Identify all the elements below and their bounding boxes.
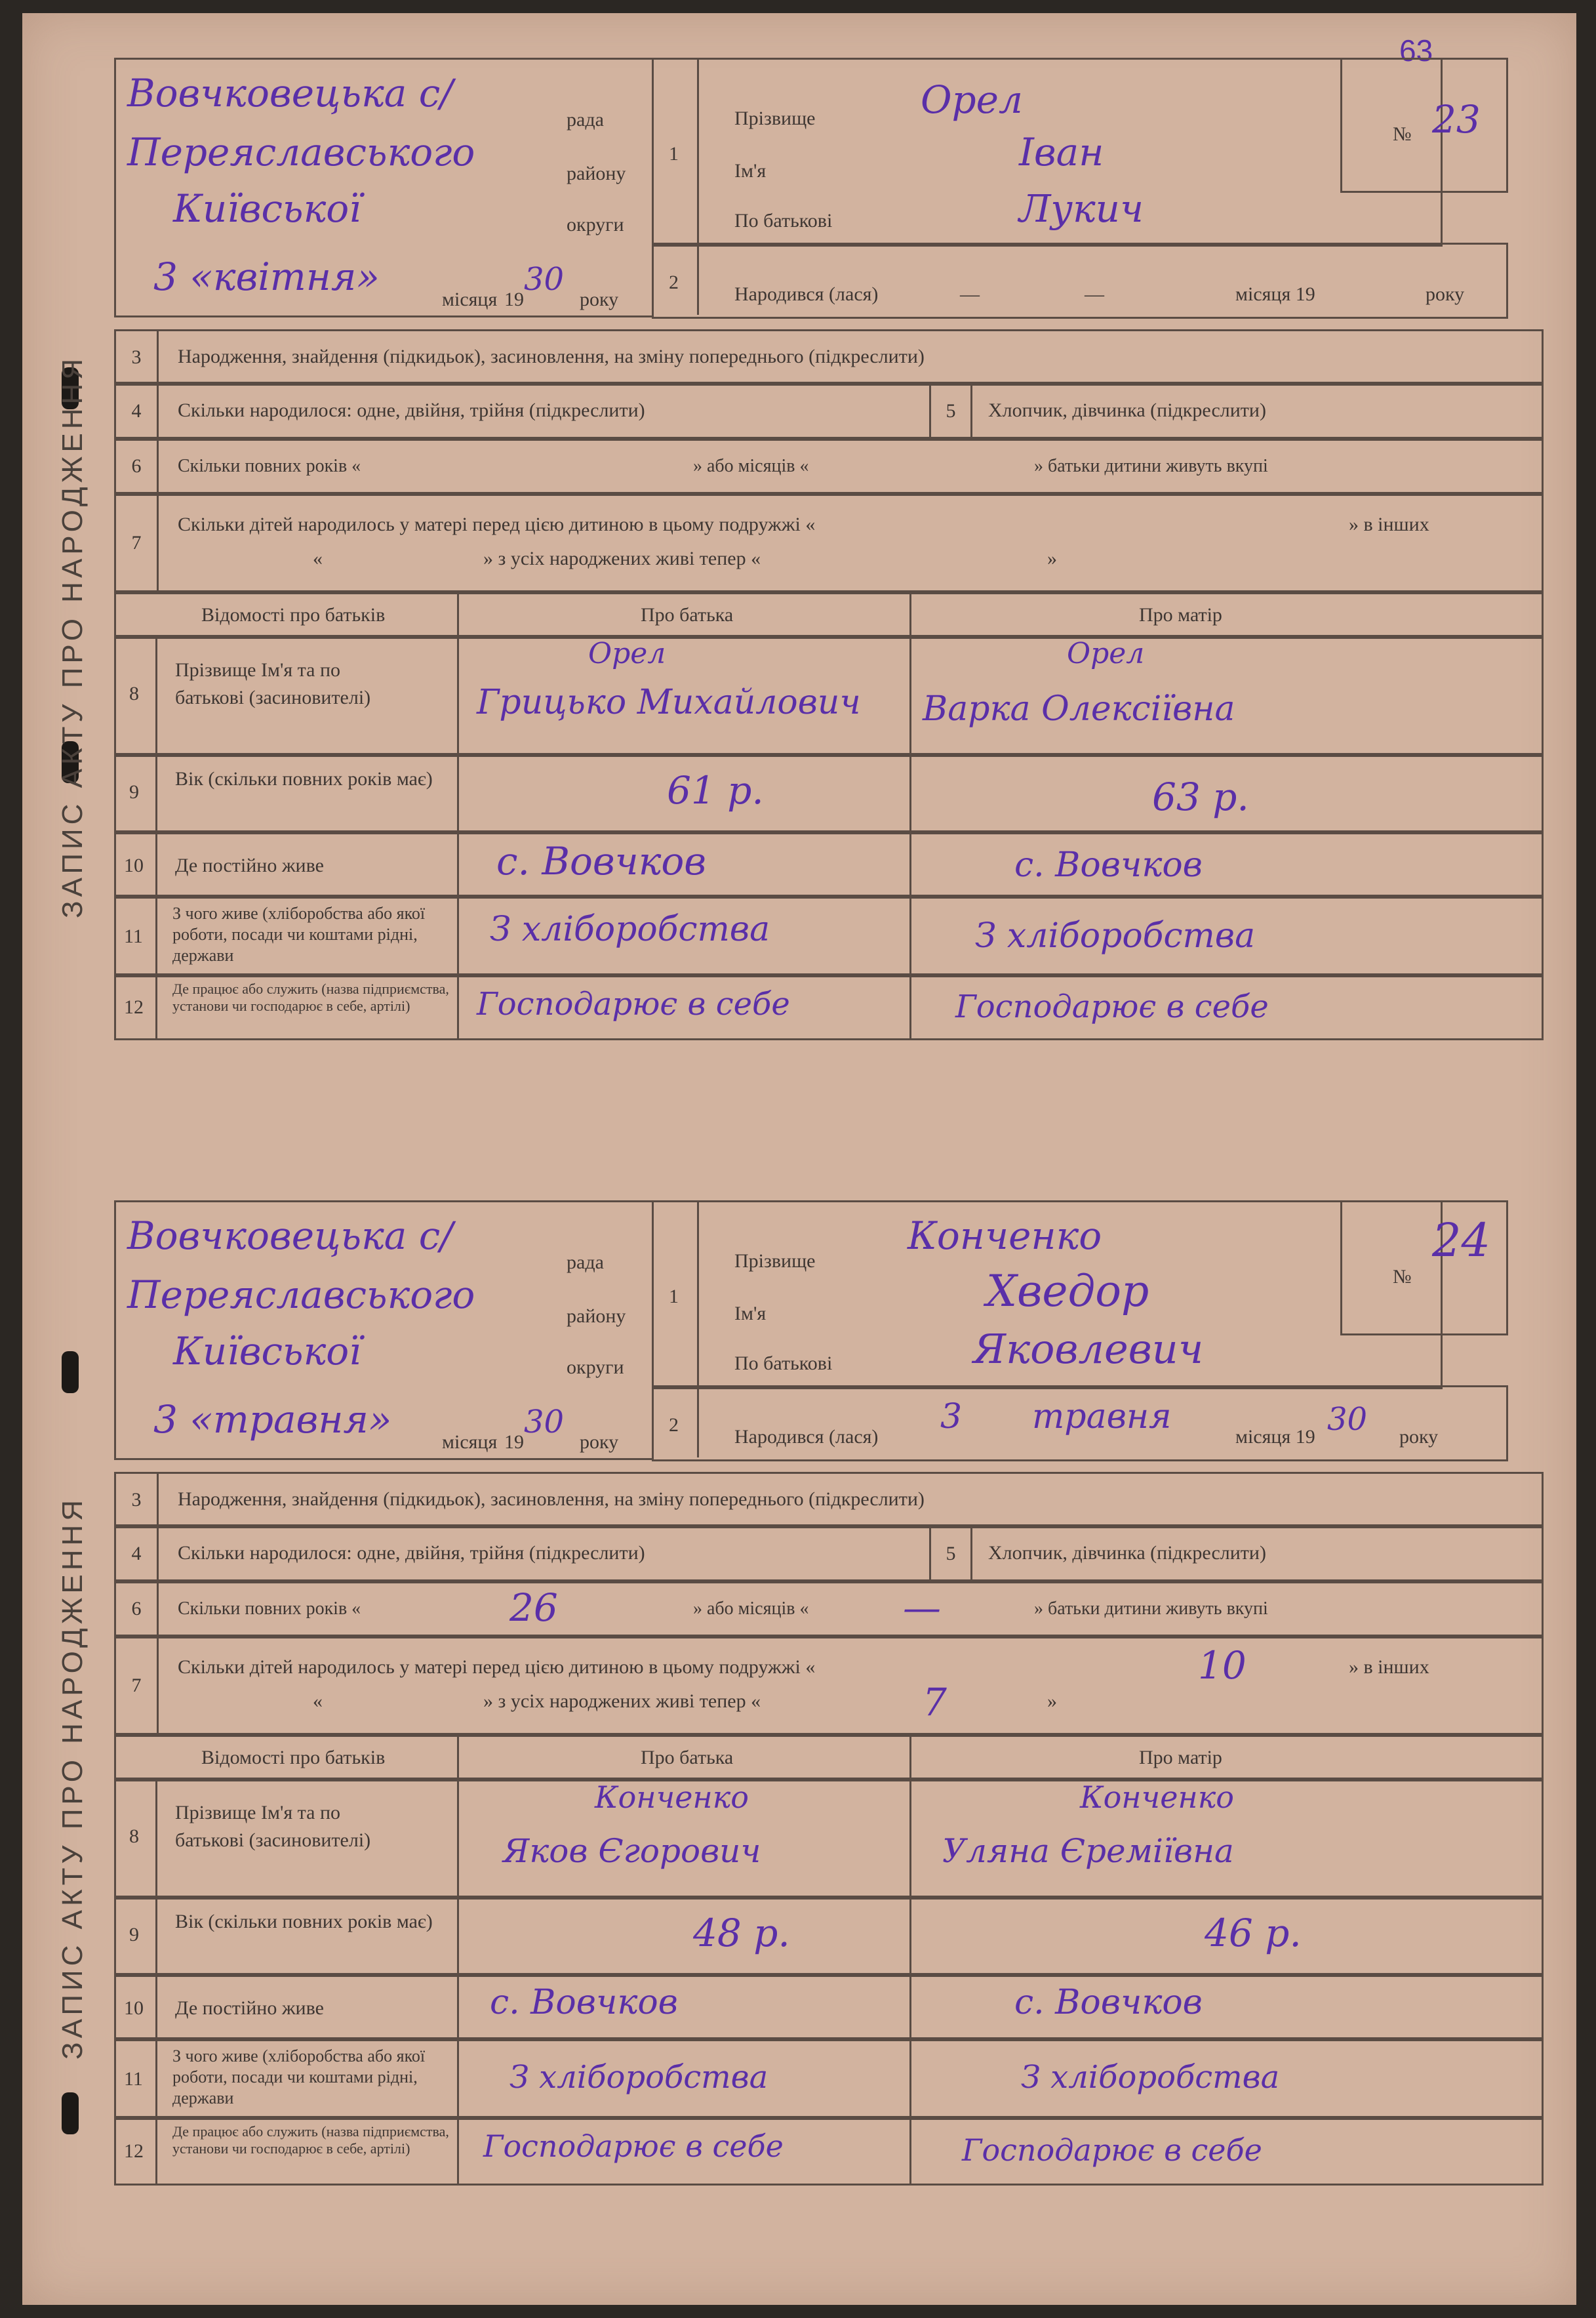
labels-r10: Де постійно живе (175, 1997, 324, 2019)
labels-r12: Де працює або служить (назва підприємства, установи чи господарює в себе, артілі) (172, 2123, 449, 2157)
labels-r9: Вік (скільки повних років має) (175, 768, 433, 790)
parents-header (114, 590, 1544, 639)
date-year-value: 30 (524, 261, 565, 298)
row-6: 6 Скільки повних років « » або місяців « » батьки дитини живуть вкупі (114, 437, 1544, 496)
labels-rada: рада (567, 1251, 604, 1273)
records-0-mother-surname: Орел (1067, 637, 1145, 670)
labels-row7a: Скільки дітей народилось у матері перед цією дитиною в цьому подружжі « (178, 514, 816, 535)
name-value: Хведор (986, 1266, 1149, 1316)
date-day-value: 3 «квітня» (153, 254, 380, 299)
rada-label: рада (567, 109, 604, 131)
labels-row6b: » або місяців « (693, 456, 809, 476)
row-7: 7 Скільки дітей народилось у матері перед цією дитиною в цьому подружжі « 10 » в інших « » з усіх народжених живі тепер « 7 » (114, 1635, 1544, 1737)
rada-value: Вовчковецька с/ (127, 1213, 453, 1258)
records-1-mother-work: Господарює в себе (962, 2132, 1262, 2168)
patronymic-value: Лукич (1019, 186, 1144, 231)
records-1-mother-source: З хліборобства (1021, 2059, 1280, 2096)
birth-month-label: місяця 19 (1235, 283, 1315, 305)
labels-row6c: » батьки дитини живуть вкупі (1034, 456, 1268, 476)
labels-misiatsia19: місяця 19 (1235, 1426, 1315, 1448)
row-6: 6 Скільки повних років « 26 » або місяців « — » батьки дитини живуть вкупі (114, 1579, 1544, 1638)
labels-vidomosti: Відомості про батьків (201, 1747, 386, 1768)
records-1-r7-here: 10 (1198, 1643, 1247, 1688)
records-1-r7-alive: 7 (923, 1680, 947, 1724)
row-4-5: 4 Скільки народилося: одне, двійня, трійня (підкреслити) 5 Хлопчик, дівчинка (підкреслити) (114, 1524, 1544, 1583)
birth-day-value: — (960, 283, 980, 305)
name-value: Іван (1019, 130, 1104, 174)
records-1-r6-years: 26 (509, 1585, 558, 1630)
records-1-father-surname: Конченко (595, 1779, 749, 1815)
records-1-father-source: З хліборобства (509, 2059, 768, 2096)
records-1-r6-months: — (903, 1585, 941, 1630)
birth-month-value: — (1085, 283, 1104, 305)
labels-narodyvsia: Народився (лася) (734, 1426, 879, 1448)
record-header: Вовчковецька с/ рада Переяславського району Київської округи 3 «травня» місяця 19 30 року 1 2 Прізвище Конченко Ім'я Хведор По батькові Яковлевич Народився (лася) 3 травня місяця 19 30 року № 24 (114, 1200, 1544, 1469)
row-7: 7 Скільки дітей народилось у матері перед цією дитиною в цьому подружжі « » в інших « » з усіх народжених живі тепер « » (114, 492, 1544, 594)
records-1-mother-age: 46 р. (1205, 1911, 1302, 1955)
name-label: Ім'я (734, 160, 767, 182)
surname-value: Конченко (908, 1213, 1102, 1258)
records-1-father-live: с. Вовчков (490, 1983, 678, 2022)
surname-value: Орел (921, 77, 1023, 122)
labels-r10: Де постійно живе (175, 855, 324, 876)
raion-value: Переяславського (127, 1272, 475, 1317)
records-1-father-age: 48 р. (693, 1911, 790, 1955)
labels-r8: Прізвище Ім'я та по батькові (засиновителі) (175, 659, 371, 708)
records-0-father-live: с. Вовчков (496, 839, 707, 884)
records-0-mother-name: Варка Олексіївна (923, 689, 1235, 729)
row-8: 8 Прізвище Ім'я та по батькові (засиновителі) Конченко Яков Єгорович Конченко Уляна Єреміївна (114, 1778, 1544, 1900)
labels-row6a: Скільки повних років « (178, 1598, 361, 1619)
year-label: року (580, 289, 619, 310)
records-1-birth-day: 3 (940, 1397, 963, 1436)
labels-row3: Народження, знайдення (підкидьок), засиновлення, на зміну попереднього (підкреслити) (178, 1488, 925, 1510)
row-10: 10 Де постійно живе с. Вовчков с. Вовчков (114, 830, 1544, 899)
patronymic-value: Яковлевич (973, 1325, 1204, 1373)
labels-row5: Хлопчик, дівчинка (підкреслити) (988, 1542, 1266, 1564)
labels-row7d: » з усіх народжених живі тепер « (483, 1690, 761, 1712)
labels-pro-matir: Про матір (1139, 1747, 1222, 1768)
row-12: 12 Де працює або служить (назва підприємства, установи чи господарює в себе, артілі) Господарює в себе Господарює в себе (114, 973, 1544, 1040)
row-4-5: 4 Скільки народилося: одне, двійня, трійня (підкреслити) 5 Хлопчик, дівчинка (підкреслити) (114, 382, 1544, 441)
surname-label: Прізвище (734, 108, 816, 129)
records-1-father-work: Господарює в себе (483, 2128, 784, 2164)
labels-row7c: « (313, 1690, 323, 1712)
labels-row6b: » або місяців « (693, 1598, 809, 1619)
okruga-value: Київської (173, 186, 361, 231)
row-9: 9 Вік (скільки повних років має) 61 р. 63 р. (114, 753, 1544, 834)
record-card-1 (114, 58, 1544, 1101)
records-0-mother-live: с. Вовчков (1014, 845, 1203, 885)
records-1-father-name: Яков Єгорович (503, 1832, 761, 1870)
row-11: 11 З чого живе (хліборобства або якої роботи, посади чи коштами рідні, держави З хліборобства З хліборобства (114, 2037, 1544, 2120)
labels-row7c: « (313, 548, 323, 569)
labels-row5: Хлопчик, дівчинка (підкреслити) (988, 399, 1266, 421)
labels-pro-matir: Про матір (1139, 604, 1222, 626)
row-9: 9 Вік (скільки повних років має) 48 р. 46 р. (114, 1896, 1544, 1977)
labels-row4: Скільки народилося: одне, двійня, трійня (підкреслити) (178, 1542, 645, 1564)
labels-no-sign: № (1393, 1266, 1412, 1288)
birth-year-label: року (1426, 283, 1465, 305)
records-0-father-surname: Орел (588, 637, 666, 670)
labels-row7b: » в інших (1349, 514, 1429, 535)
okrugy-label: округи (567, 214, 624, 235)
records-1-birth-year: 30 (1327, 1401, 1368, 1438)
document-page (22, 13, 1576, 2305)
labels-row7e: » (1047, 1690, 1057, 1712)
labels-r11: З чого живе (хліборобства або якої роботи, посади чи коштами рідні, держави (172, 904, 426, 965)
labels-roku: року (1399, 1426, 1439, 1448)
number-sign: № (1393, 123, 1412, 145)
labels-row6c: » батьки дитини живуть вкупі (1034, 1598, 1268, 1619)
raion-label: району (567, 163, 626, 184)
birth-label: Народився (лася) (734, 283, 879, 305)
labels-okrugy: округи (567, 1356, 624, 1378)
date-day-value: 3 «травня» (153, 1397, 392, 1442)
labels-row3: Народження, знайдення (підкидьок), засиновлення, на зміну попереднього (підкреслити) (178, 346, 925, 367)
record-card-2 (114, 1200, 1544, 2250)
row-3: 3 Народження, знайдення (підкидьок), засиновлення, на зміну попереднього (підкреслити) (114, 329, 1544, 386)
labels-r9: Вік (скільки повних років має) (175, 1911, 433, 1932)
labels-vidomosti: Відомості про батьків (201, 604, 386, 626)
raion-value: Переяславського (127, 130, 475, 174)
labels-row7a: Скільки дітей народилось у матері перед цією дитиною в цьому подружжі « (178, 1656, 816, 1678)
record-header: Вовчковецька с/ рада Переяславського району Київської округи 3 «квітня» місяця 19 30 року 1 2 Прізвище Орел Ім'я Іван По батькові Лукич Народився (лася) — — місяця 19 року № 23 (114, 58, 1544, 327)
archive-stamp-number: 63 (1399, 33, 1433, 68)
records-0-father-name: Грицько Михайлович (477, 683, 861, 722)
labels-row7b: » в інших (1349, 1656, 1429, 1678)
rada-value: Вовчковецька с/ (127, 71, 453, 115)
records-1-birth-month: травня (1032, 1397, 1172, 1436)
binding-hole (62, 2092, 79, 2134)
side-title: ЗАПИС АКТУ ПРО НАРОДЖЕННЯ (56, 354, 89, 918)
month-label: місяця (442, 289, 498, 310)
row-10: 10 Де постійно живе с. Вовчков с. Вовчков (114, 1973, 1544, 2041)
labels-prizvyshche: Прізвище (734, 1250, 816, 1272)
labels-r12: Де працює або служить (назва підприємства, установи чи господарює в себе, артілі) (172, 981, 449, 1014)
row-11: 11 З чого живе (хліборобства або якої роботи, посади чи коштами рідні, держави З хліборобства З хліборобства (114, 895, 1544, 977)
labels-pro-batka: Про батька (641, 1747, 734, 1768)
records-1-date-year: 30 (524, 1404, 565, 1440)
labels-misiatsia: місяця (442, 1431, 498, 1453)
records-0-father-age: 61 р. (667, 768, 764, 813)
parents-header (114, 1733, 1544, 1781)
labels-row4: Скільки народилося: одне, двійня, трійня (підкреслити) (178, 399, 645, 421)
labels-row7d: » з усіх народжених живі тепер « (483, 548, 761, 569)
labels-po-batkovi: По батькові (734, 1352, 833, 1374)
side-title: ЗАПИС АКТУ ПРО НАРОДЖЕННЯ (56, 1495, 89, 2060)
okruga-value: Київської (173, 1329, 361, 1373)
row-8: 8 Прізвище Ім'я та по батькові (засиновителі) Орел Грицько Михайлович Орел Варка Олексіївна (114, 635, 1544, 757)
records-0-mother-work: Господарює в себе (955, 988, 1269, 1025)
records-1-mother-name: Уляна Єреміївна (942, 1832, 1234, 1870)
labels-pro-batka: Про батька (641, 604, 734, 626)
labels-row7e: » (1047, 548, 1057, 569)
records-0-father-source: З хліборобства (490, 910, 770, 949)
labels-r11: З чого живе (хліборобства або якої роботи, посади чи коштами рідні, держави (172, 2046, 426, 2107)
labels-imia: Ім'я (734, 1303, 767, 1324)
record-number: 23 (1432, 97, 1481, 142)
records-0-mother-source: З хліборобства (975, 916, 1256, 956)
row-3: 3 Народження, знайдення (підкидьок), засиновлення, на зміну попереднього (підкреслити) (114, 1472, 1544, 1528)
binding-hole (62, 1351, 79, 1393)
record-number: 24 (1432, 1213, 1491, 1267)
labels-roku: року (580, 1431, 619, 1453)
labels-row6a: Скільки повних років « (178, 456, 361, 476)
patronymic-label: По батькові (734, 210, 833, 232)
records-1-mother-surname: Конченко (1080, 1779, 1234, 1815)
records-1-mother-live: с. Вовчков (1014, 1983, 1203, 2022)
records-0-mother-age: 63 р. (1152, 775, 1249, 819)
labels-raion: району (567, 1305, 626, 1327)
records-0-father-work: Господарює в себе (477, 986, 790, 1023)
labels-r8: Прізвище Ім'я та по батькові (засиновителі) (175, 1802, 371, 1851)
row-12: 12 Де працює або служить (назва підприємства, установи чи господарює в себе, артілі) Господарює в себе Господарює в себе (114, 2116, 1544, 2186)
